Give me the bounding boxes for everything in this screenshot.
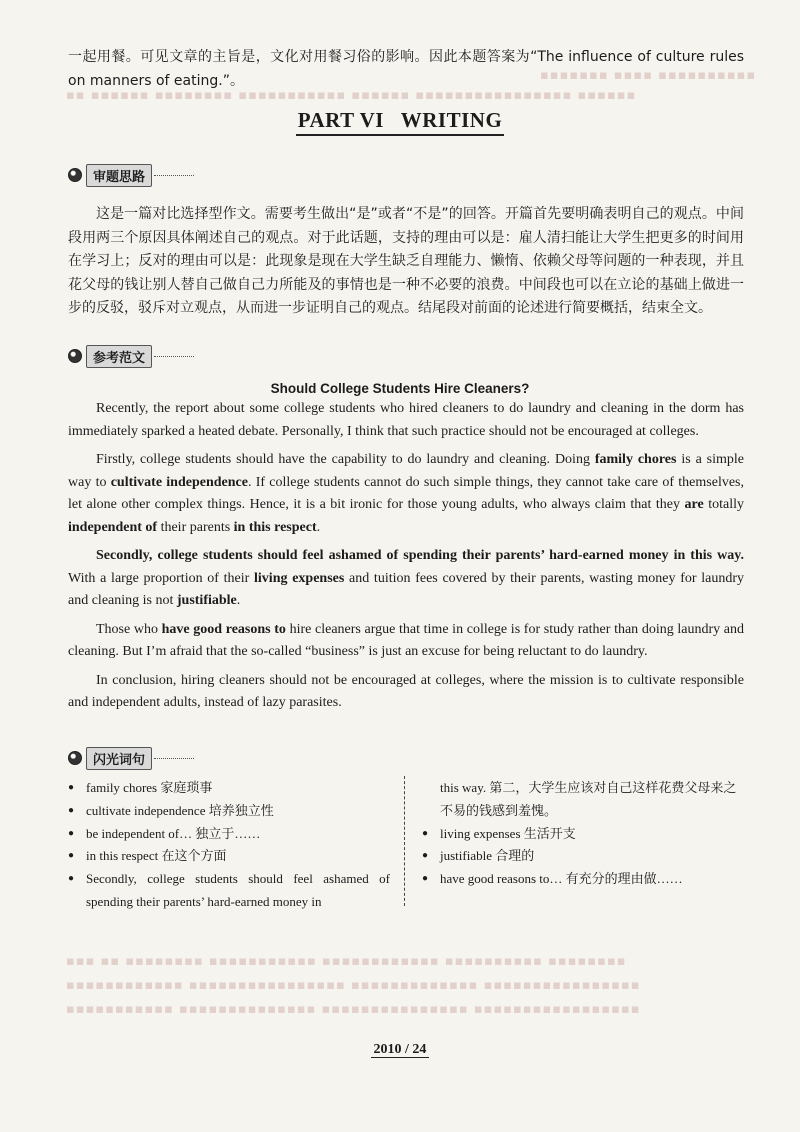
vocab-item: ● family chores 家庭琐事 [68, 777, 390, 800]
essay-highlight: justifiable [176, 593, 237, 608]
essay-highlight: Secondly, college students should feel ashamed of spending their parents’ hard-earned money in this way. [96, 548, 744, 563]
divider [154, 175, 194, 176]
part-title [0, 108, 800, 136]
divider [154, 758, 194, 759]
vocab-item: ● Secondly, college students should feel ashamed of spending their parents’ hard-earned money in [68, 868, 390, 914]
bullet-icon [68, 349, 82, 363]
essay-paragraph-5: In conclusion, hiring cleaners should not be encouraged at colleges, where the mission is to cultivate responsible and independent adults, instead of lazy parasites. [68, 672, 744, 710]
show-through-line: ▪▪ ▪▪▪▪▪▪ ▪▪▪▪▪▪▪▪ ▪▪▪▪▪▪▪▪▪▪▪ ▪▪▪▪▪▪ ▪▪▪▪▪▪▪▪▪▪▪▪▪▪▪▪ ▪▪▪▪▪▪ [66, 88, 637, 103]
show-through-bottom-3: ▪▪▪▪▪▪▪▪▪▪▪ ▪▪▪▪▪▪▪▪▪▪▪▪▪▪ ▪▪▪▪▪▪▪▪▪▪▪▪▪▪▪ ▪▪▪▪▪▪▪▪▪▪▪▪▪▪▪▪▪ [66, 1002, 641, 1017]
essay-highlight: are [684, 497, 704, 512]
show-through-bottom-1: ▪▪▪ ▪▪ ▪▪▪▪▪▪▪▪ ▪▪▪▪▪▪▪▪▪▪▪ ▪▪▪▪▪▪▪▪▪▪▪▪ ▪▪▪▪▪▪▪▪▪▪ ▪▪▪▪▪▪▪▪ [66, 954, 627, 969]
essay-highlight: independent of [68, 519, 158, 535]
show-through-top-right: ▪▪▪▪▪▪▪ ▪▪▪▪ ▪▪▪▪▪▪▪▪▪▪ [540, 68, 757, 83]
essay-paragraph-1: Recently, the report about some college students who hired cleaners to do laundry and cleaning in the dorm has immediately sparked a heated debate. Personally, I think that such practice should not be encouraged at colleges. [68, 401, 744, 439]
analysis-text: 这是一篇对比选择型作文。需要考生做出“是”或者“不是”的回答。开篇首先要明确表明自己的观点。中间段用两三个原因具体阐述自己的观点。对于此话题，支持的理由可以是：雇人清扫能让大学生把更多的时间用在学习上；反对的理由可以是：此现象是现在大学生缺乏自理能力、懒惰、依赖父母等问题的一种表现，并且花父母的钱让别人替自己做自己力所能及的事情也是一种不必要的浪费。中间段也可以在立论的基础上做进一步的反驳，驳斥对立观点，从而进一步证明自己的观点。结尾段对前面的论述进行简要概括，结束全文。 [68, 206, 744, 317]
essay-paragraph-2 [68, 449, 744, 539]
page-footer [0, 1042, 800, 1058]
column-divider [404, 776, 405, 906]
essay-text: totally [703, 497, 744, 512]
vocab-item: ● living expenses 生活开支 [422, 823, 742, 846]
essay-text: . [236, 593, 241, 608]
essay-paragraph-4 [68, 619, 744, 664]
essay-highlight: have good reasons to [161, 621, 286, 637]
vocab-item-continued: this way. 第二，大学生应该对自己这样花费父母来之不易的钱感到羞愧。 [440, 780, 737, 818]
essay-text: hire cleaners argue that time in college is for study rather than doing laundry and cleaning. But I’m afraid that the so-called “business” is just an excuse for being reluctant to do laundry. [68, 621, 745, 659]
analysis-paragraph [68, 203, 744, 321]
essay-paragraph-3 [68, 545, 744, 613]
divider [154, 356, 194, 357]
vocab-item: ● have good reasons to… 有充分的理由做…… [422, 868, 742, 891]
essay-text: and tuition fees covered by their parents, wasting money for laundry and cleaning is not [68, 570, 744, 608]
section-label-analysis: 审题思路 [86, 164, 152, 187]
bullet-icon [68, 168, 82, 182]
bullet-icon [68, 751, 82, 765]
part-title-text: PART VI WRITING [296, 108, 505, 136]
essay-text: is a simple way to [68, 452, 745, 490]
vocab-item: ● be independent of… 独立于…… [68, 823, 390, 846]
sample-essay [68, 398, 744, 715]
section-header-sample [68, 345, 194, 367]
section-label-vocab: 闪光词句 [86, 747, 152, 770]
vocab-item: ● justifiable 合理的 [422, 845, 742, 868]
essay-highlight: living expenses [254, 570, 345, 586]
essay-highlight: family chores [594, 452, 677, 467]
essay-text: . If college students cannot do such simple things, they cannot take care of themselves, let alone other complex things. Hence, it is a bit ironic for those young adults, who always claim that they [68, 474, 745, 512]
section-header-analysis [68, 164, 194, 186]
essay-text: Firstly, college students should have the capability to do laundry and cleaning. Doing [96, 452, 595, 467]
essay-title: Should College Students Hire Cleaners? [270, 381, 530, 396]
section-label-sample: 参考范文 [86, 345, 152, 368]
essay-text: . [316, 519, 321, 535]
essay-highlight: cultivate independence [110, 474, 248, 490]
vocab-item: ● cultivate independence 培养独立性 [68, 800, 390, 823]
essay-highlight: in this respect [233, 519, 317, 535]
section-header-vocab [68, 747, 194, 769]
vocab-list-right [422, 777, 742, 891]
essay-text: Those who [96, 621, 162, 637]
vocab-item: ● in this respect 在这个方面 [68, 845, 390, 868]
page-number: 2010 / 24 [371, 1042, 430, 1058]
vocab-list-left [68, 777, 390, 914]
essay-text: their parents [157, 519, 234, 535]
essay-text: With a large proportion of their [68, 570, 255, 586]
intro-paragraph: 一起用餐。可见文章的主旨是，文化对用餐习俗的影响。因此本题答案为“The influence of culture rules on manners of eating.”。 [68, 49, 744, 89]
show-through-bottom-2: ▪▪▪▪▪▪▪▪▪▪▪▪ ▪▪▪▪▪▪▪▪▪▪▪▪▪▪▪▪ ▪▪▪▪▪▪▪▪▪▪▪▪▪ ▪▪▪▪▪▪▪▪▪▪▪▪▪▪▪▪ [66, 978, 641, 993]
